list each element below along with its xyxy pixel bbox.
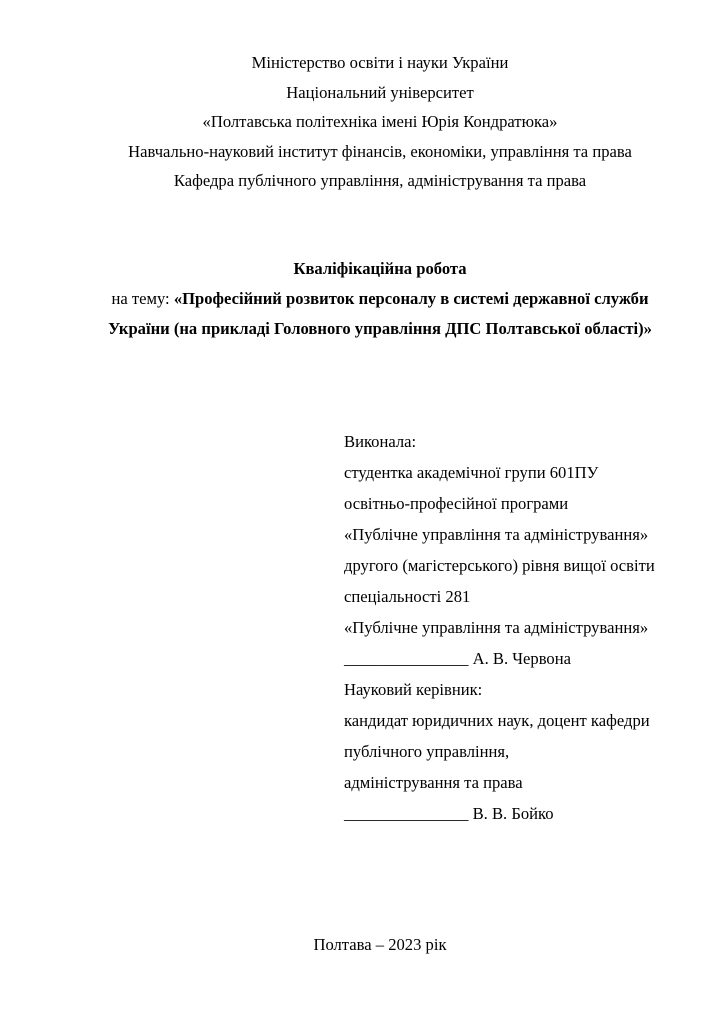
supervisor-signature: _______________ В. В. Бойко <box>344 804 554 823</box>
student-signature: _______________ А. В. Червона <box>344 649 571 668</box>
education-level: другого (магістерського) рівня вищої освіти <box>344 556 655 575</box>
institute-line: Навчально-науковий інститут фінансів, економіки, управління та права <box>128 141 632 161</box>
topic-line-1 <box>95 284 665 314</box>
supervisor-department-2: адміністрування та права <box>344 773 523 792</box>
work-title-block <box>95 254 665 344</box>
footer <box>95 930 665 960</box>
university-name-line: «Полтавська політехніка імені Юрія Кондратюка» <box>202 112 558 132</box>
specialty-name: «Публічне управління та адміністрування» <box>344 618 649 637</box>
program-label: освітньо-професійної програми <box>344 494 569 513</box>
topic-prefix: на тему: <box>111 289 174 308</box>
specialty-number: спеціальності 281 <box>344 587 471 606</box>
program-name: «Публічне управління та адміністрування» <box>344 525 649 544</box>
supervisor-degree: кандидат юридичних наук, доцент кафедри <box>344 711 650 730</box>
institution-header <box>95 48 665 196</box>
ministry-line: Міністерство освіти і науки України <box>251 53 509 72</box>
work-type-heading: Кваліфікаційна робота <box>293 259 467 278</box>
supervisor-department-1: публічного управління, <box>344 742 510 761</box>
topic-text-2: України (на прикладі Головного управління ДПС Полтавської області)» <box>108 319 652 338</box>
department-line: Кафедра публічного управління, адміністрування та права <box>173 171 587 191</box>
university-line: Національний університет <box>286 82 474 102</box>
author-supervisor-block <box>344 426 655 829</box>
performed-by-label: Виконала: <box>344 432 417 451</box>
place-year: Полтава – 2023 рік <box>313 935 447 954</box>
student-group: студентка академічної групи 601ПУ <box>344 463 599 482</box>
supervisor-label: Науковий керівник: <box>344 680 483 699</box>
topic-text-1: «Професійний розвиток персоналу в системі державної служби <box>173 289 649 308</box>
